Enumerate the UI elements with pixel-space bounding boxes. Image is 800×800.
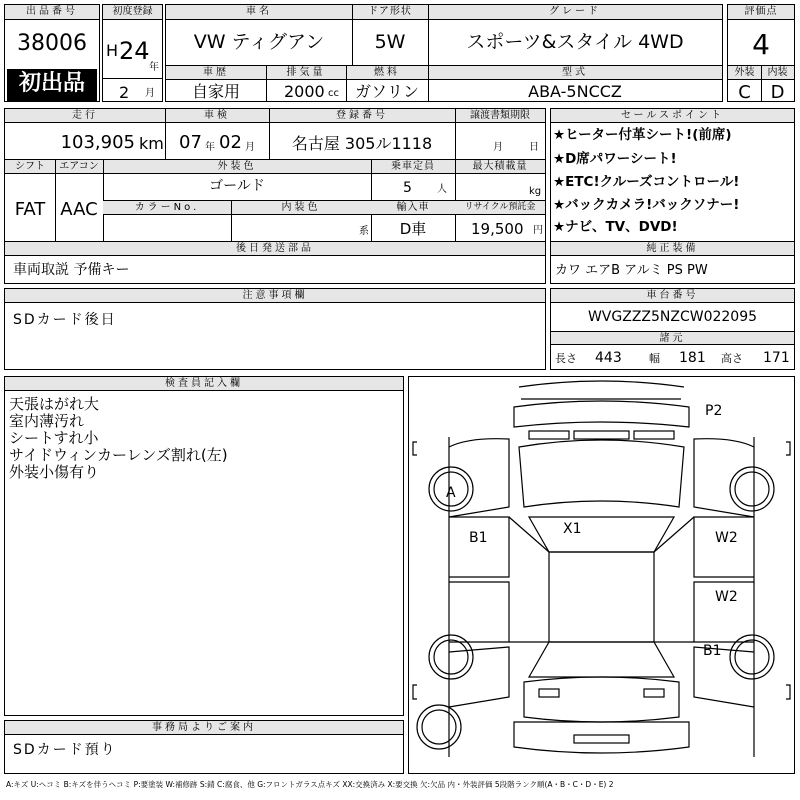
max-load-unit: kg [529, 186, 542, 197]
legend: A:キズ U:ヘコミ B:キズを伴うヘコミ P:要塗装 W:補修跡 S:錆 C:腐食、他 G:フロントガラス点キズ XX:交換済み X:要交換 欠:欠品 内・外装評価 5段階ランク順(A・B・C・D・E) 2 [6, 780, 614, 789]
inspector-line: 天張はがれ大 [9, 395, 100, 413]
sales-point-item: ★ETC!クルーズコントロール! [553, 174, 740, 190]
specs-label: 諸元 [551, 332, 794, 345]
fuel-label: 燃料 [346, 66, 428, 80]
fuel: ガソリン [354, 82, 419, 101]
chassis-box [550, 288, 795, 370]
office-message: SDカード預り [13, 742, 117, 758]
car-outline [409, 377, 794, 773]
mark-p2: P2 [705, 403, 723, 419]
width-value: 181 [679, 350, 706, 366]
inspection-label: 車検 [165, 109, 269, 123]
inspection-month: 02 [219, 132, 242, 153]
width-label: 幅 [649, 352, 660, 365]
mileage: 103,905 [60, 132, 135, 153]
exterior-color-label: 外装色 [103, 160, 371, 174]
mileage-label: 走行 [5, 109, 165, 123]
mark-b1-left: B1 [469, 530, 488, 546]
displacement-label: 排気量 [266, 66, 346, 80]
car-name-label: 車名 [166, 5, 352, 20]
chassis-number: WVGZZZ5NZCW022095 [587, 309, 758, 325]
office-box [4, 720, 404, 774]
later-parts-label: 後日発送部品 [5, 242, 545, 256]
equipment: カワ エアB アルミ PS PW [555, 263, 708, 278]
inspection-year-unit: 年 [205, 142, 215, 153]
sales-point-item: ★ナビ、TV、DVD! [553, 219, 678, 235]
mark-w2-lower: W2 [715, 589, 738, 605]
mileage-unit: km [139, 134, 164, 153]
mark-w2-upper: W2 [715, 530, 738, 546]
divider [455, 109, 456, 159]
grade: スポーツ&スタイル 4WD [466, 31, 684, 53]
inspector-label: 検査員記入欄 [5, 377, 403, 391]
lot-number: 38006 [17, 31, 87, 56]
transfer-month-unit: 月 [493, 142, 503, 153]
interior-color-suffix: 系 [359, 226, 369, 237]
capacity: 5 [403, 180, 412, 196]
sales-points-label: セールスポイント [551, 109, 794, 123]
model-label: 型式 [428, 66, 722, 80]
height-value: 171 [763, 350, 790, 366]
displacement-unit: cc [328, 88, 339, 99]
aircon: AAC [60, 199, 98, 220]
displacement: 2000 [284, 82, 325, 101]
sales-point-item: ★D席パワーシート! [553, 151, 677, 167]
later-parts: 車両取説 予備キー [13, 262, 130, 278]
exterior-rating-label: 外装 [728, 66, 761, 80]
transfer-day-unit: 日 [529, 142, 539, 153]
doors-label: ドア形状 [352, 5, 428, 20]
max-load-label: 最大積載量 [455, 160, 545, 174]
doors: 5W [374, 31, 406, 53]
rating-box [727, 4, 795, 102]
sales-point-item: ★ヒーター付革シート!(前席) [553, 127, 732, 143]
lot-label: 出品番号 [5, 5, 99, 20]
notes-box [4, 288, 546, 370]
recycle-label: リサイクル預託金 [455, 201, 545, 215]
history: 自家用 [191, 82, 240, 101]
shift-label: シフト [5, 160, 55, 174]
notes: SDカード後日 [13, 312, 117, 328]
rating-label: 評価点 [728, 5, 794, 20]
interior-rating-label: 内装 [761, 66, 794, 80]
shift: FAT [14, 199, 46, 220]
inspector-box [4, 376, 404, 716]
inspection-month-unit: 月 [245, 142, 255, 153]
divider [165, 109, 166, 159]
mark-a: A [446, 485, 456, 501]
divider [266, 65, 267, 101]
inspector-line: 室内薄汚れ [9, 412, 85, 430]
capacity-unit: 人 [437, 184, 447, 195]
inspector-line: サイドウィンカーレンズ割れ(左) [9, 446, 228, 464]
registration-label: 初度登録 [103, 5, 162, 20]
inspector-line: シートすれ小 [9, 429, 99, 447]
import-label: 輸入車 [371, 201, 455, 215]
capacity-label: 乗車定員 [371, 160, 455, 174]
recycle-unit: 円 [533, 225, 543, 236]
registration-box [102, 4, 163, 102]
first-listing-text: 初出品 [18, 71, 85, 96]
office-label: 事務局よりご案内 [5, 721, 403, 735]
inspection-year: 07 [179, 132, 202, 153]
sales-points-box [550, 108, 795, 284]
model: ABA-5NCCZ [528, 82, 622, 101]
interior-color-label: 内装色 [231, 201, 371, 215]
divider [103, 78, 162, 79]
mark-b1-right: B1 [703, 643, 722, 659]
exterior-color: ゴールド [209, 178, 265, 194]
divider [55, 159, 56, 241]
color-no-label: カラーNo. [103, 201, 231, 215]
recycle-value: 19,500 [471, 220, 524, 238]
chassis-label: 車台番号 [551, 289, 794, 303]
history-label: 車歴 [166, 66, 266, 80]
length-label: 長さ [555, 352, 577, 365]
registration-month: 2 [119, 83, 130, 102]
plate: 名古屋 305ル1118 [291, 134, 433, 153]
notes-label: 注意事項欄 [5, 289, 545, 303]
equipment-label: 純正装備 [551, 242, 794, 256]
interior-rating: D [770, 82, 785, 103]
registration-era: H [106, 41, 119, 60]
rating-score: 4 [752, 28, 770, 61]
registration-year-unit: 年 [149, 62, 159, 73]
grade-label: グレード [428, 5, 722, 20]
transfer-label: 譲渡書類期限 [455, 109, 545, 123]
lot-box [4, 4, 100, 102]
detail-box [4, 108, 546, 284]
car-name: VW ティグアン [193, 31, 325, 53]
registration-year: 24 [119, 37, 150, 65]
mark-x1: X1 [563, 521, 582, 537]
sales-point-item: ★バックカメラ!バックソナー! [553, 197, 740, 213]
registration-month-unit: 月 [145, 88, 155, 99]
import-value: D車 [399, 220, 427, 238]
plate-label: 登録番号 [269, 109, 455, 123]
divider [231, 200, 232, 241]
car-diagram [408, 376, 795, 774]
inspector-line: 外装小傷有り [9, 463, 100, 481]
aircon-label: エアコン [55, 160, 103, 174]
info-box [165, 4, 723, 102]
exterior-rating: C [738, 82, 751, 103]
height-label: 高さ [721, 352, 743, 365]
length-value: 443 [595, 350, 622, 366]
